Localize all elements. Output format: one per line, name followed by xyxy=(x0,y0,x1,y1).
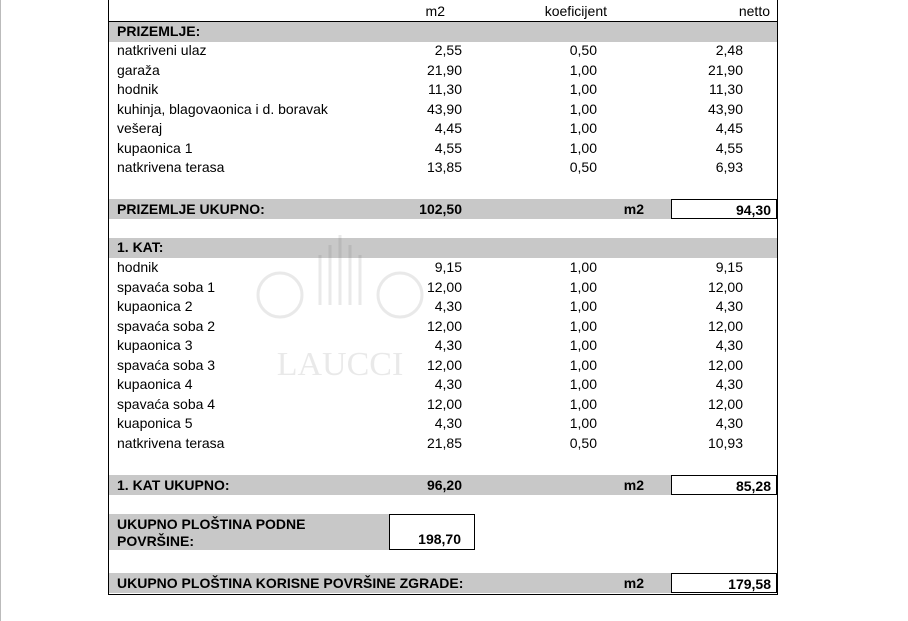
room-m2: 13,85 xyxy=(426,159,462,175)
table-row xyxy=(109,356,777,376)
header-m2: m2 xyxy=(425,3,445,19)
room-name: natkriveni ulaz xyxy=(117,42,207,58)
table-row xyxy=(109,336,777,356)
room-koeficijent: 1,00 xyxy=(569,81,597,97)
total-m2: 102,50 xyxy=(419,201,462,217)
room-name: spavaća soba 1 xyxy=(117,278,216,295)
total-label: PRIZEMLJE UKUPNO: xyxy=(117,201,265,217)
table-row xyxy=(109,41,777,61)
section-header-kat xyxy=(109,238,777,258)
room-koeficijent: 1,00 xyxy=(569,120,597,136)
watermark-logo xyxy=(240,225,440,385)
room-name: kuaponica 5 xyxy=(117,415,193,431)
room-m2: 11,30 xyxy=(428,81,462,97)
room-m2: 21,90 xyxy=(426,61,462,78)
table-row xyxy=(109,139,777,159)
room-netto: 4,30 xyxy=(715,298,743,314)
room-name: kupaonica 1 xyxy=(117,139,193,156)
watermark-text: LAUCCI xyxy=(276,346,404,383)
room-m2: 4,30 xyxy=(434,298,462,314)
grand-total-label: UKUPNO PLOŠTINA KORISNE POVRŠINE ZGRADE: xyxy=(117,575,464,591)
room-m2: 4,30 xyxy=(434,337,462,353)
room-koeficijent: 1,00 xyxy=(569,395,597,412)
room-name: natkrivena terasa xyxy=(117,434,225,451)
table-row xyxy=(109,61,777,81)
header-koeficijent: koeficijent xyxy=(544,3,607,19)
room-netto: 12,00 xyxy=(707,278,743,295)
room-netto: 4,30 xyxy=(715,415,743,431)
room-koeficijent: 1,00 xyxy=(569,100,597,117)
floor-area-label: UKUPNO PLOŠTINA PODNE POVRŠINE: xyxy=(117,516,306,549)
total-netto: 85,28 xyxy=(735,478,771,494)
room-name: natkrivena terasa xyxy=(117,159,225,175)
room-netto: 12,00 xyxy=(707,317,743,334)
room-m2: 43,90 xyxy=(426,100,462,117)
room-koeficijent: 1,00 xyxy=(569,139,597,156)
total-unit: m2 xyxy=(623,201,644,217)
room-name: kupaonica 2 xyxy=(117,298,193,314)
room-koeficijent: 1,00 xyxy=(569,259,597,275)
total-label: 1. KAT UKUPNO: xyxy=(117,477,230,493)
room-netto: 2,48 xyxy=(715,42,743,58)
room-m2: 4,55 xyxy=(434,139,462,156)
table-row xyxy=(109,80,777,100)
kat-total-row xyxy=(109,475,777,495)
room-koeficijent: 1,00 xyxy=(569,278,597,295)
room-m2: 4,45 xyxy=(434,120,462,136)
room-koeficijent: 1,00 xyxy=(569,317,597,334)
room-name: garaža xyxy=(117,61,160,78)
room-m2: 12,00 xyxy=(426,317,462,334)
total-netto: 94,30 xyxy=(735,202,771,218)
section-header-prizemlje xyxy=(109,22,777,42)
floor-area-value: 198,70 xyxy=(418,531,461,547)
area-table xyxy=(108,0,778,595)
room-netto: 10,93 xyxy=(707,434,743,451)
column-header-row xyxy=(109,2,777,22)
total-netto-box xyxy=(671,475,777,495)
room-netto: 4,30 xyxy=(715,337,743,353)
grand-total-row xyxy=(109,573,777,593)
table-row xyxy=(109,414,777,434)
room-name: spavaća soba 2 xyxy=(117,317,216,334)
room-m2: 4,30 xyxy=(434,415,462,431)
room-koeficijent: 1,00 xyxy=(569,337,597,353)
room-m2: 12,00 xyxy=(426,278,462,295)
room-name: kupaonica 3 xyxy=(117,337,193,353)
floor-area-total xyxy=(109,514,461,550)
room-m2: 4,30 xyxy=(434,376,462,392)
table-row xyxy=(109,158,777,178)
room-name: hodnik xyxy=(117,259,159,275)
room-koeficijent: 1,00 xyxy=(569,376,597,392)
total-m2: 96,20 xyxy=(426,477,462,493)
room-netto: 4,45 xyxy=(715,120,743,136)
grand-total-value: 179,58 xyxy=(728,576,771,592)
table-row xyxy=(109,119,777,139)
section-title: 1. KAT: xyxy=(117,239,164,255)
table-row xyxy=(109,317,777,337)
table-row xyxy=(109,258,777,278)
table-row xyxy=(109,100,777,120)
room-m2: 21,85 xyxy=(426,434,462,451)
table-row xyxy=(109,434,777,454)
room-koeficijent: 1,00 xyxy=(569,61,597,78)
room-m2: 12,00 xyxy=(426,356,462,373)
room-koeficijent: 1,00 xyxy=(569,415,597,431)
page-edge xyxy=(0,0,1,621)
grand-total-box xyxy=(671,573,777,593)
room-netto: 11,30 xyxy=(709,81,743,97)
room-netto: 21,90 xyxy=(707,61,743,78)
prizemlje-total-row xyxy=(109,199,777,219)
table-row xyxy=(109,395,777,415)
table-row xyxy=(109,297,777,317)
room-koeficijent: 0,50 xyxy=(569,42,597,58)
room-name: vešeraj xyxy=(117,120,163,136)
room-netto: 4,55 xyxy=(715,139,743,156)
room-name: spavaća soba 4 xyxy=(117,395,216,412)
total-netto-box xyxy=(671,199,777,219)
room-m2: 9,15 xyxy=(434,259,462,275)
room-name: kuhinja, blagovaonica i d. boravak xyxy=(117,100,328,117)
room-koeficijent: 0,50 xyxy=(569,159,597,175)
total-unit: m2 xyxy=(623,477,644,493)
room-netto: 43,90 xyxy=(707,100,743,117)
room-netto: 4,30 xyxy=(715,376,743,392)
room-m2: 12,00 xyxy=(426,395,462,412)
section-title: PRIZEMLJE: xyxy=(117,23,201,39)
room-name: kupaonica 4 xyxy=(117,376,193,392)
room-koeficijent: 1,00 xyxy=(569,356,597,373)
room-netto: 9,15 xyxy=(715,259,743,275)
floor-area-value-box xyxy=(389,514,475,550)
room-netto: 6,93 xyxy=(715,159,743,175)
room-netto: 12,00 xyxy=(707,356,743,373)
room-m2: 2,55 xyxy=(434,42,462,58)
room-netto: 12,00 xyxy=(707,395,743,412)
table-row xyxy=(109,278,777,298)
table-row xyxy=(109,375,777,395)
room-koeficijent: 0,50 xyxy=(569,434,597,451)
header-netto: netto xyxy=(738,3,770,19)
room-name: hodnik xyxy=(117,81,159,97)
room-koeficijent: 1,00 xyxy=(569,298,597,314)
grand-total-unit: m2 xyxy=(623,575,644,591)
room-name: spavaća soba 3 xyxy=(117,356,216,373)
